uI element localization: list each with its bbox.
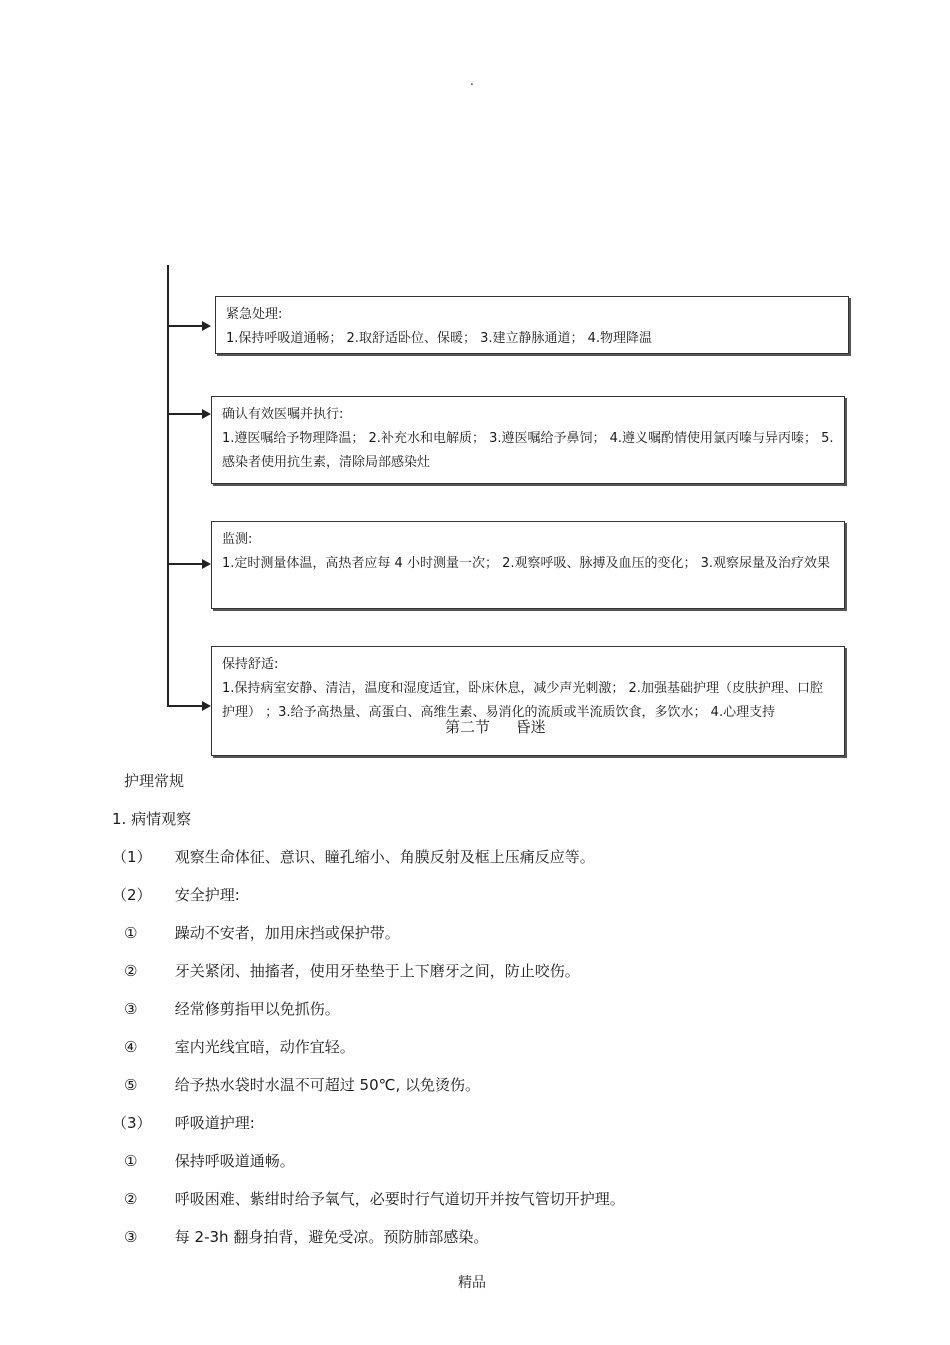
item-text: 经常修剪指甲以免抓伤。 bbox=[174, 1000, 340, 1018]
item-text: 给予热水袋时水温不可超过 50℃, 以免烫伤。 bbox=[174, 1076, 481, 1094]
item-text: 呼吸道护理: bbox=[174, 1114, 255, 1132]
box-title: 确认有效医嘱并执行: bbox=[222, 407, 344, 422]
section-name: 昏迷 bbox=[515, 718, 546, 736]
box-text: 1.定时测量体温，高热者应每 4 小时测量一次； 2.观察呼吸、脉搏及血压的变化； 3.观察尿量及治疗效果 bbox=[222, 556, 831, 571]
box-emergency bbox=[215, 296, 849, 354]
item-text: 牙关紧闭、抽搐者，使用牙垫垫于上下磨牙之间，防止咬伤。 bbox=[174, 962, 580, 980]
item-number: （2） bbox=[112, 886, 152, 904]
item-text: 呼吸困难、紫绀时给予氧气，必要时行气道切开并按气管切开护理。 bbox=[174, 1190, 625, 1208]
list-item bbox=[124, 1150, 295, 1171]
item-number: 1. bbox=[112, 810, 127, 828]
box-comfort bbox=[211, 646, 845, 756]
list-item bbox=[124, 1074, 480, 1095]
section-number: 第二节 bbox=[445, 718, 491, 736]
list-item bbox=[124, 1188, 625, 1209]
arrow-right-icon bbox=[202, 559, 211, 569]
item-text: 观察生命体征、意识、瞳孔缩小、角膜反射及框上压痛反应等。 bbox=[174, 848, 595, 866]
list-item bbox=[124, 1226, 488, 1247]
item-text: 室内光线宜暗，动作宜轻。 bbox=[174, 1038, 355, 1056]
flow-branch-4 bbox=[167, 705, 203, 707]
flow-vertical-line bbox=[167, 265, 169, 707]
box-text: 1.遵医嘱给予物理降温； 2.补充水和电解质； 3.遵医嘱给予鼻饲； 4.遵义嘱酌情使用氯丙嗪与异丙嗪； 5.感染者使用抗生素，清除局部感染灶 bbox=[222, 431, 834, 470]
list-item bbox=[124, 1036, 355, 1057]
item-number: （1） bbox=[112, 848, 152, 866]
arrow-right-icon bbox=[202, 409, 211, 419]
flow-branch-3 bbox=[167, 563, 203, 565]
list-item bbox=[124, 922, 400, 943]
list-item bbox=[112, 1112, 255, 1133]
section-title: 护理常规 bbox=[124, 772, 185, 790]
item-number: ① bbox=[124, 1152, 138, 1170]
header-dot: . bbox=[470, 74, 474, 88]
list-item bbox=[124, 960, 580, 981]
list-item bbox=[124, 998, 340, 1019]
box-title: 紧急处理: bbox=[226, 307, 283, 322]
item-text: 安全护理: bbox=[174, 886, 240, 904]
list-item bbox=[112, 808, 191, 829]
item-number: ① bbox=[124, 924, 138, 942]
item-number: ② bbox=[124, 962, 138, 980]
item-number: ③ bbox=[124, 1228, 138, 1246]
flow-branch-2 bbox=[167, 413, 203, 415]
list-item bbox=[112, 884, 240, 905]
item-number: ④ bbox=[124, 1038, 138, 1056]
item-text: 保持呼吸道通畅。 bbox=[174, 1152, 295, 1170]
item-number: ⑤ bbox=[124, 1076, 138, 1094]
arrow-right-icon bbox=[202, 321, 211, 331]
box-monitoring bbox=[211, 521, 845, 609]
box-title: 监测: bbox=[222, 532, 253, 547]
section-heading-overlay bbox=[445, 716, 546, 737]
page-footer: 精品 bbox=[458, 1275, 486, 1291]
item-text: 病情观察 bbox=[131, 810, 192, 828]
arrow-right-icon bbox=[202, 701, 211, 711]
box-text: 1.保持病室安静、清洁，温度和湿度适宜，卧床休息，减少声光刺激； 2.加强基础护理（皮肤护理、口腔护理） ；3.给予高热量、高蛋白、高维生素、易消化的流质或半流质饮食，多饮水； 4.心理支持 bbox=[222, 681, 823, 720]
item-text: 每 2-3h 翻身拍背，避免受凉。预防肺部感染。 bbox=[174, 1228, 489, 1246]
item-number: （3） bbox=[112, 1114, 152, 1132]
box-title: 保持舒适: bbox=[222, 657, 279, 672]
item-text: 躁动不安者，加用床挡或保护带。 bbox=[174, 924, 400, 942]
item-number: ③ bbox=[124, 1000, 138, 1018]
flow-branch-1 bbox=[167, 325, 203, 327]
box-orders bbox=[211, 396, 845, 484]
list-item bbox=[112, 846, 595, 867]
box-text: 1.保持呼吸道通畅； 2.取舒适卧位、保暖； 3.建立静脉通道； 4.物理降温 bbox=[226, 331, 653, 346]
item-number: ② bbox=[124, 1190, 138, 1208]
